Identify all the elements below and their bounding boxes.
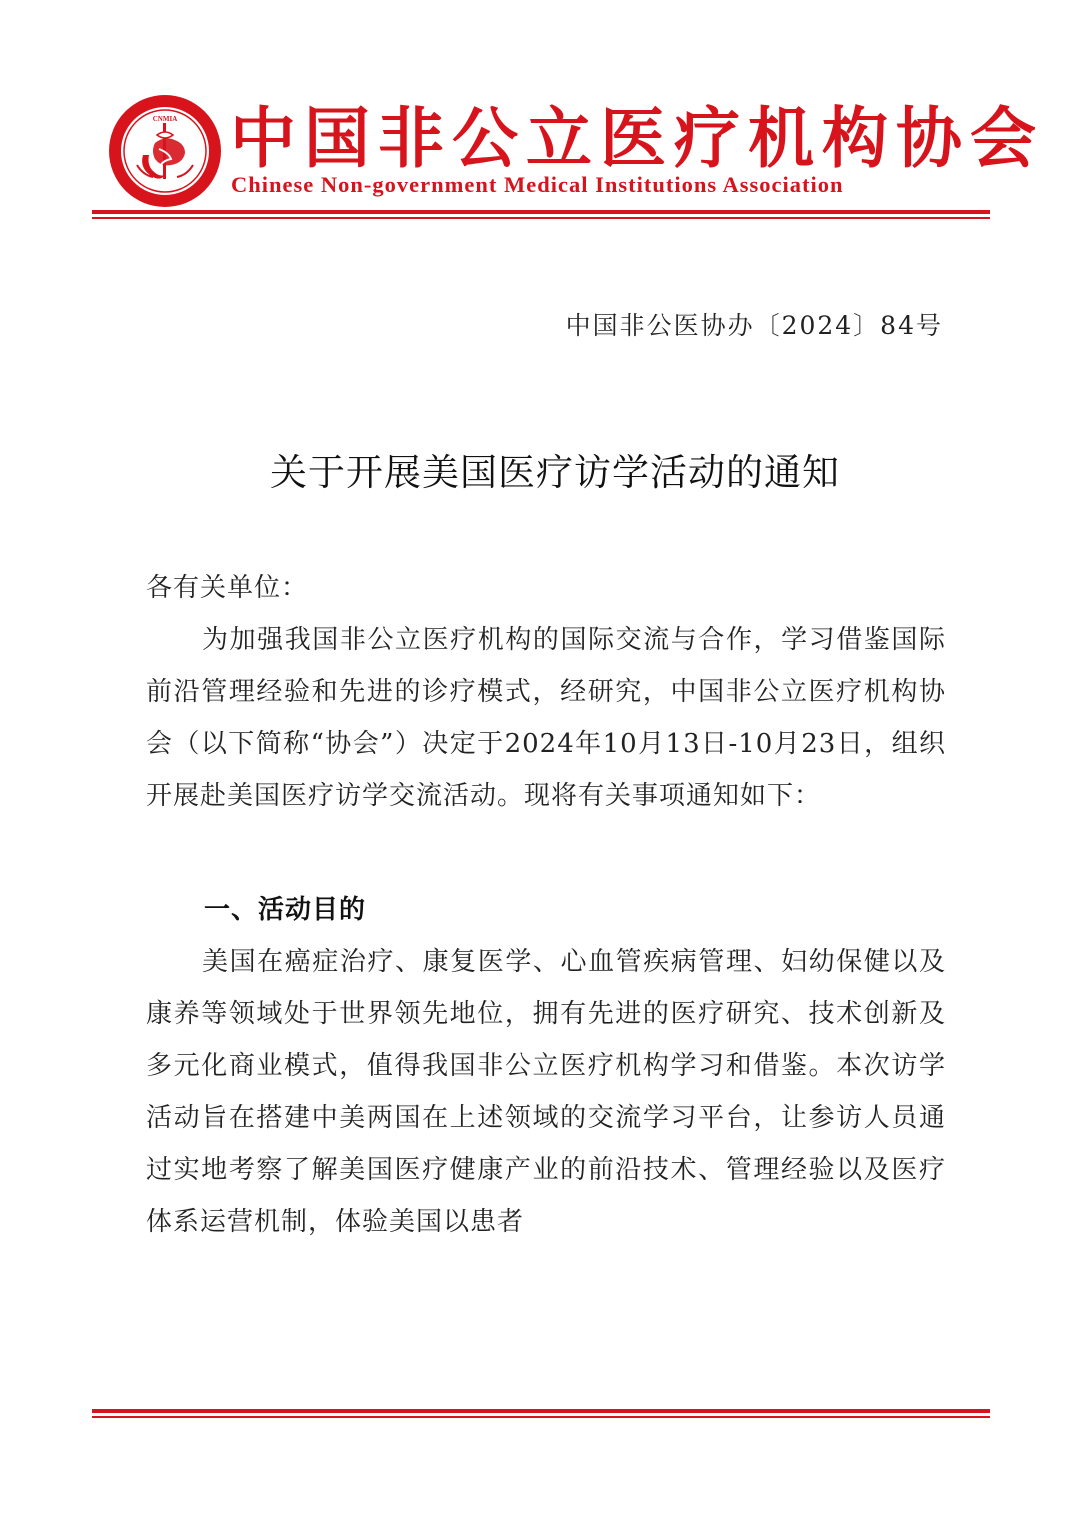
footer-divider bbox=[92, 1409, 990, 1418]
org-name-cn: 中国非公立医疗机构协会 bbox=[230, 99, 1044, 177]
salutation: 各有关单位： bbox=[146, 573, 309, 603]
header-divider bbox=[92, 210, 990, 219]
letterhead bbox=[0, 0, 1080, 230]
seal-abbr: CNMIA bbox=[152, 115, 178, 123]
paragraph-2: 美国在癌症治疗、康复医学、心血管疾病管理、妇幼保健以及康养等领域处于世界领先地位，拥有先进的医疗研究、技术创新及多元化商业模式，值得我国非公立医疗机构学习和借鉴。本次访学活动旨在搭建中美两国在上述领域的交流学习平台，让参访人员通过实地考察了解美国医疗健康产业的前沿技术、管理经验以及医疗体系运营机制，体验美国以患者 bbox=[146, 947, 946, 1237]
org-name-en: Chinese Non-government Medical Institutions Association bbox=[231, 172, 844, 197]
association-seal-icon bbox=[107, 93, 223, 209]
section-heading-1: 一、活动目的 bbox=[204, 895, 367, 925]
paragraph-1: 为加强我国非公立医疗机构的国际交流与合作，学习借鉴国际前沿管理经验和先进的诊疗模式，经研究，中国非公立医疗机构协会（以下简称“协会”）决定于2024年10月13日-10月23日，组织开展赴美国医疗访学交流活动。现将有关事项通知如下： bbox=[146, 625, 946, 811]
document-title: 关于开展美国医疗访学活动的通知 bbox=[270, 451, 840, 494]
document-number: 中国非公医协办〔2024〕84号 bbox=[565, 311, 943, 340]
